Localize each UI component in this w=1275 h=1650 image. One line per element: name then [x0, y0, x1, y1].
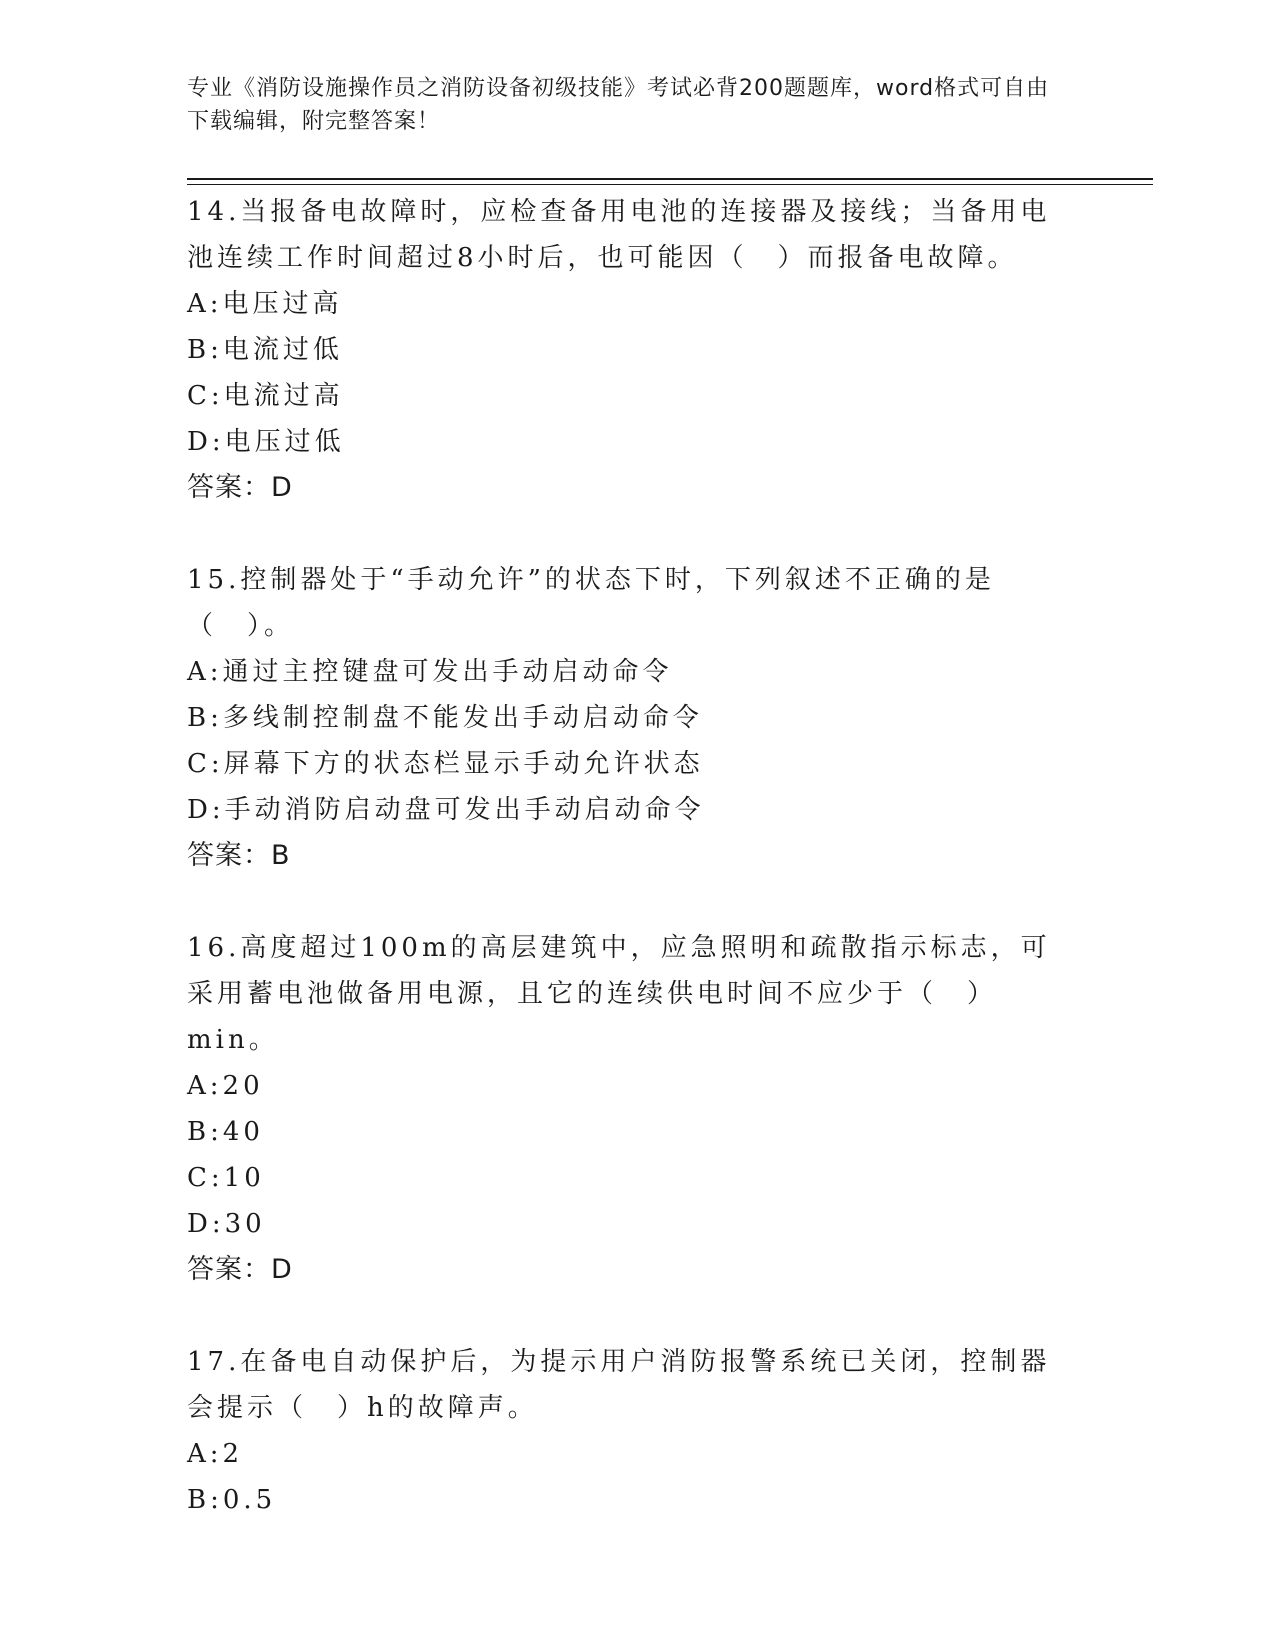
question-17	[187, 1339, 1067, 1523]
option-c: C:屏幕下方的状态栏显示手动允许状态	[187, 749, 704, 779]
question-text: 15.控制器处于“手动允许”的状态下时，下列叙述不正确的是（ ）。	[187, 565, 995, 641]
question-list	[187, 189, 1067, 1569]
option-b: B:40	[187, 1117, 264, 1147]
option-c: C:电流过高	[187, 381, 344, 411]
question-text: 14.当报备电故障时，应检查备用电池的连接器及接线；当备用电池连续工作时间超过8小时后，也可能因（ ）而报备电故障。	[187, 197, 1051, 273]
option-d: D:电压过低	[187, 427, 345, 457]
option-a: A:通过主控键盘可发出手动启动命令	[187, 657, 673, 687]
question-text: 16.高度超过100m的高层建筑中，应急照明和疏散指示标志，可采用蓄电池做备用电源，且它的连续供电时间不应少于（ ）min。	[187, 933, 1051, 1055]
header-rule-thin	[187, 184, 1153, 185]
option-a: A:20	[187, 1071, 264, 1101]
header-rule-thick	[187, 178, 1153, 180]
option-b: B:多线制控制盘不能发出手动启动命令	[187, 703, 703, 733]
option-a: A:2	[187, 1439, 244, 1469]
question-14	[187, 189, 1067, 511]
answer-label: 答案：B	[187, 840, 291, 871]
question-15	[187, 557, 1067, 879]
option-b: B:电流过低	[187, 335, 343, 365]
answer-label: 答案：D	[187, 472, 293, 503]
question-text: 17.在备电自动保护后，为提示用户消防报警系统已关闭，控制器会提示（ ）h的故障声。	[187, 1347, 1051, 1423]
document-header: 专业《消防设施操作员之消防设备初级技能》考试必背200题题库，word格式可自由下载编辑，附完整答案！	[187, 76, 1050, 134]
option-d: D:30	[187, 1209, 266, 1239]
option-c: C:10	[187, 1163, 265, 1193]
option-d: D:手动消防启动盘可发出手动启动命令	[187, 795, 705, 825]
answer-label: 答案：D	[187, 1254, 293, 1285]
option-a: A:电压过高	[187, 289, 343, 319]
option-b: B:0.5	[187, 1485, 277, 1515]
question-16	[187, 925, 1067, 1293]
